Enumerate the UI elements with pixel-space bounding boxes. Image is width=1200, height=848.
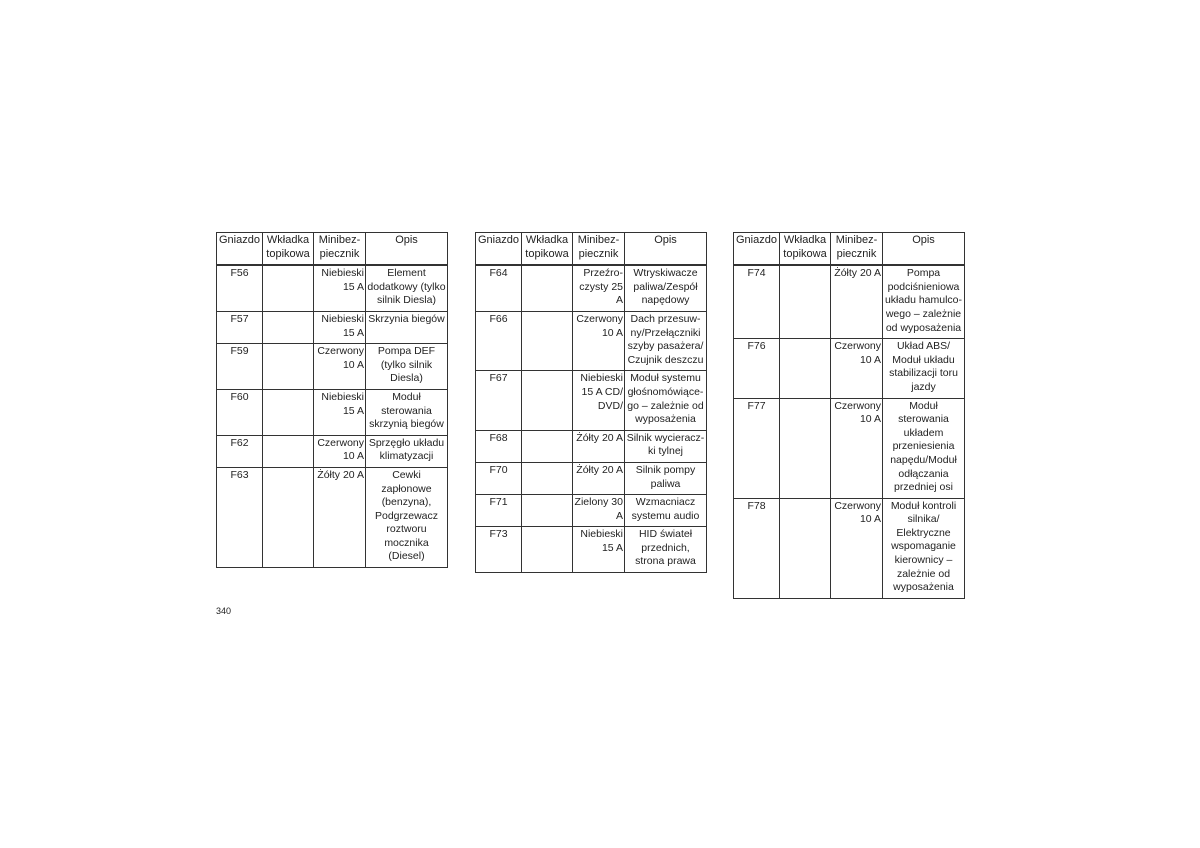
cell-socket: F68 (476, 430, 522, 462)
header-desc: Opis (625, 233, 707, 266)
table-row (217, 311, 448, 343)
cell-socket: F73 (476, 527, 522, 573)
header-cartridge: Wkładka topikowa (263, 233, 314, 266)
table-row (217, 389, 448, 435)
cell-socket: F74 (734, 265, 780, 338)
cell-socket: F76 (734, 339, 780, 398)
table-row (476, 462, 707, 494)
cell-mini: Zielony 30 A (573, 495, 625, 527)
cell-cartridge (780, 398, 831, 498)
cell-mini: Żółty 20 A (314, 467, 366, 567)
cell-socket: F56 (217, 265, 263, 311)
cell-socket: F57 (217, 311, 263, 343)
table-row (217, 344, 448, 390)
cell-desc: HID świateł przednich, strona prawa (625, 527, 707, 573)
cell-desc: Moduł kontroli silnika/ Elektryczne wspomaganie kierownicy – zależnie od wyposażenia (883, 498, 965, 598)
cell-desc: Sprzęgło układu klimatyzacji (366, 435, 448, 467)
header-mini: Minibez-piecznik (314, 233, 366, 266)
cell-desc: Pompa DEF (tylko silnik Diesla) (366, 344, 448, 390)
cell-desc: Dach przesuw-ny/Przełączniki szyby pasażera/ Czujnik deszczu (625, 311, 707, 370)
cell-cartridge (263, 265, 314, 311)
header-mini: Minibez-piecznik (573, 233, 625, 266)
header-socket: Gniazdo (734, 233, 780, 266)
cell-socket: F66 (476, 311, 522, 370)
table-row (217, 435, 448, 467)
cell-desc: Wzmacniacz systemu audio (625, 495, 707, 527)
table-header-row (476, 233, 707, 266)
cell-socket: F63 (217, 467, 263, 567)
header-socket: Gniazdo (217, 233, 263, 266)
fuse-table-1 (216, 232, 448, 568)
cell-desc: Moduł systemu głośnomówiące-go – zależnie od wyposażenia (625, 371, 707, 430)
cell-socket: F78 (734, 498, 780, 598)
cell-desc: Silnik wycieracz-ki tylnej (625, 430, 707, 462)
cell-mini: Żółty 20 A (573, 430, 625, 462)
cell-desc: Układ ABS/ Moduł układu stabilizacji toru jazdy (883, 339, 965, 398)
cell-cartridge (263, 467, 314, 567)
table-row (476, 527, 707, 573)
cell-cartridge (263, 389, 314, 435)
header-mini: Minibez-piecznik (831, 233, 883, 266)
table-row (734, 339, 965, 398)
cell-cartridge (522, 371, 573, 430)
cell-cartridge (522, 265, 573, 311)
cell-mini: Niebieski 15 A CD/ DVD/ (573, 371, 625, 430)
page-number: 340 (216, 606, 232, 616)
header-socket: Gniazdo (476, 233, 522, 266)
cell-mini: Żółty 20 A (831, 265, 883, 338)
header-desc: Opis (366, 233, 448, 266)
cell-socket: F62 (217, 435, 263, 467)
cell-cartridge (522, 462, 573, 494)
cell-cartridge (780, 498, 831, 598)
fuse-table-3 (733, 232, 965, 599)
table-header-row (734, 233, 965, 266)
cell-mini: Niebieski 15 A (314, 265, 366, 311)
cell-desc: Moduł sterowania skrzynią biegów (366, 389, 448, 435)
table-row (217, 265, 448, 311)
cell-mini: Niebieski 15 A (314, 311, 366, 343)
cell-desc: Pompa podciśnieniowa układu hamulco-wego – zależnie od wyposażenia (883, 265, 965, 338)
cell-mini: Czerwony 10 A (831, 498, 883, 598)
cell-socket: F77 (734, 398, 780, 498)
cell-mini: Niebieski 15 A (314, 389, 366, 435)
table-header-row (217, 233, 448, 266)
cell-socket: F59 (217, 344, 263, 390)
cell-desc: Element dodatkowy (tylko silnik Diesla) (366, 265, 448, 311)
table-row (734, 498, 965, 598)
cell-cartridge (522, 527, 573, 573)
cell-mini: Czerwony 10 A (831, 339, 883, 398)
cell-mini: Niebieski 15 A (573, 527, 625, 573)
cell-mini: Czerwony 10 A (831, 398, 883, 498)
fuse-table-2 (475, 232, 707, 573)
header-desc: Opis (883, 233, 965, 266)
cell-mini: Czerwony 10 A (573, 311, 625, 370)
header-cartridge: Wkładka topikowa (780, 233, 831, 266)
cell-desc: Moduł sterowania układem przeniesienia napędu/Moduł odłączania przedniej osi (883, 398, 965, 498)
table-row (476, 265, 707, 311)
cell-socket: F60 (217, 389, 263, 435)
cell-desc: Skrzynia biegów (366, 311, 448, 343)
cell-mini: Żółty 20 A (573, 462, 625, 494)
cell-cartridge (522, 311, 573, 370)
cell-socket: F70 (476, 462, 522, 494)
table-row (734, 398, 965, 498)
cell-socket: F64 (476, 265, 522, 311)
cell-cartridge (263, 435, 314, 467)
cell-cartridge (780, 265, 831, 338)
table-row (476, 371, 707, 430)
cell-socket: F71 (476, 495, 522, 527)
table-row (476, 430, 707, 462)
cell-cartridge (263, 344, 314, 390)
cell-mini: Przeźro-czysty 25 A (573, 265, 625, 311)
cell-mini: Czerwony 10 A (314, 344, 366, 390)
header-cartridge: Wkładka topikowa (522, 233, 573, 266)
table-row (734, 265, 965, 338)
table-row (217, 467, 448, 567)
cell-desc: Cewki zapłonowe (benzyna), Podgrzewacz roztworu mocznika (Diesel) (366, 467, 448, 567)
cell-cartridge (522, 430, 573, 462)
cell-mini: Czerwony 10 A (314, 435, 366, 467)
cell-socket: F67 (476, 371, 522, 430)
cell-cartridge (263, 311, 314, 343)
cell-cartridge (780, 339, 831, 398)
cell-desc: Wtryskiwacze paliwa/Zespół napędowy (625, 265, 707, 311)
table-row (476, 311, 707, 370)
cell-desc: Silnik pompy paliwa (625, 462, 707, 494)
table-row (476, 495, 707, 527)
cell-cartridge (522, 495, 573, 527)
